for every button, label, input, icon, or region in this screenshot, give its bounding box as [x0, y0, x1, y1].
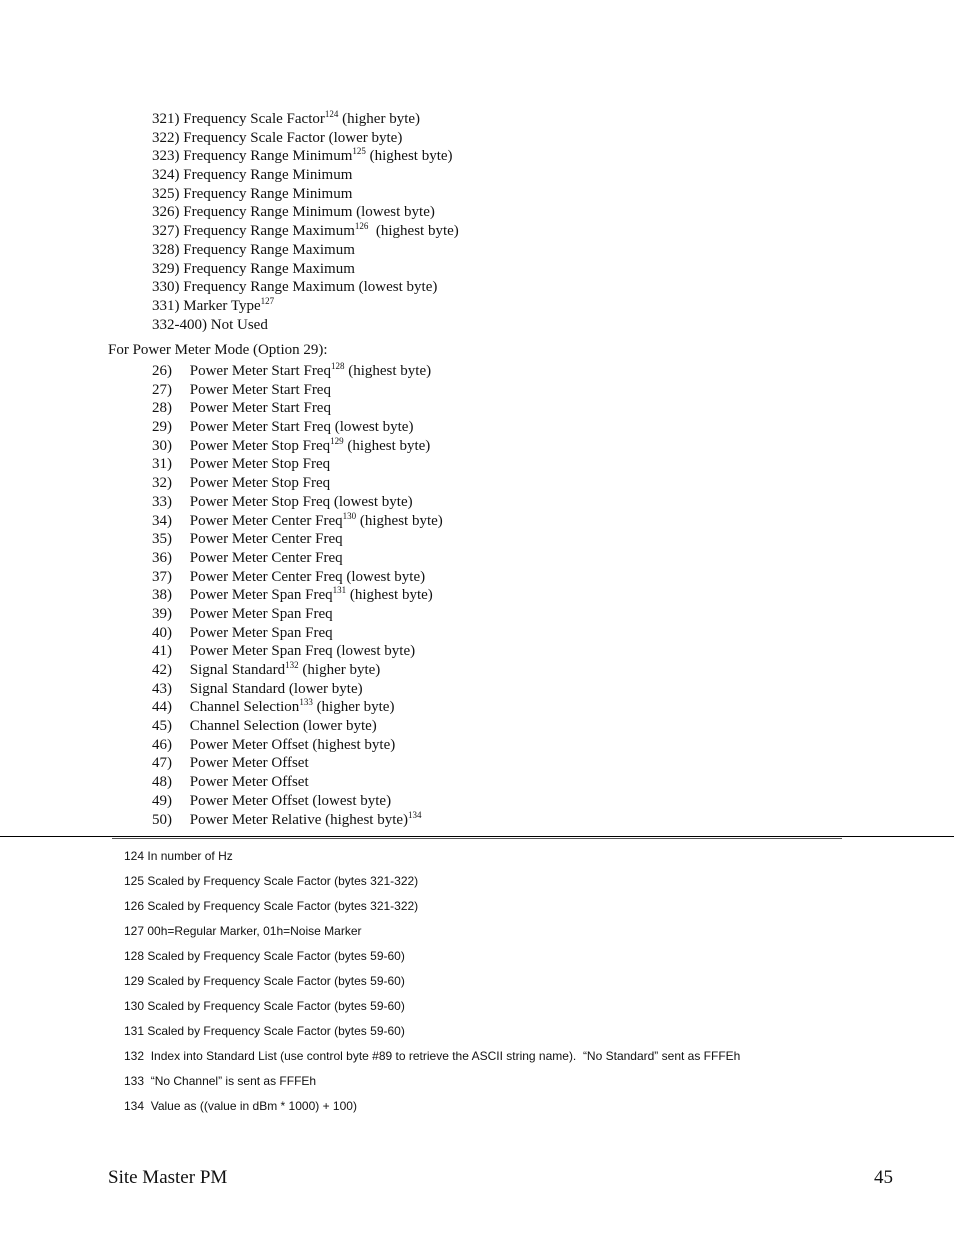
item-label: Power Meter Offset (highest byte): [189, 736, 396, 753]
footnote-number: 132: [124, 1049, 145, 1063]
item-number: 28): [152, 400, 172, 417]
item-label: Channel Selection (lower byte): [189, 718, 377, 735]
item-text: [190, 419, 414, 435]
item-label: Power Meter Start Freq: [189, 400, 331, 417]
item-text: [190, 363, 431, 379]
item-text: [183, 242, 355, 258]
item-text: [183, 186, 352, 202]
section-heading: For Power Meter Mode (Option 29):: [108, 342, 328, 358]
item-suffix: (highest byte): [343, 437, 431, 454]
footnote-number: 124: [124, 849, 145, 863]
list-item: [152, 512, 443, 531]
item-number: 30): [152, 437, 172, 454]
footnote-text: Scaled by Frequency Scale Factor (bytes 59-60): [147, 949, 405, 963]
list-item: [152, 680, 443, 699]
item-number: 330): [152, 279, 180, 296]
item-number: 329): [152, 260, 180, 277]
item-label: Frequency Range Maximum: [183, 223, 355, 240]
list-item: [152, 241, 459, 260]
footnote: [124, 947, 740, 972]
list-item: [152, 222, 459, 241]
item-text: [190, 643, 415, 659]
list-item: [152, 381, 443, 400]
list-item: [152, 297, 459, 316]
byte-list-continued: [152, 110, 459, 334]
item-text: [211, 317, 268, 333]
item-label: Power Meter Stop Freq: [189, 437, 331, 454]
item-label: Power Meter Start Freq: [189, 381, 331, 398]
footnote-text: Scaled by Frequency Scale Factor (bytes 59-60): [147, 1024, 405, 1038]
item-text: [183, 167, 352, 183]
item-label: Power Meter Center Freq: [189, 512, 343, 529]
footnote-number: 134: [124, 1099, 145, 1113]
list-item: [152, 698, 443, 717]
item-text: [183, 148, 452, 164]
item-label: Channel Selection: [189, 699, 300, 716]
item-text: [190, 755, 309, 771]
item-label: Marker Type: [183, 297, 261, 314]
item-label: Power Meter Start Freq (lowest byte): [189, 419, 414, 436]
item-number: 328): [152, 241, 180, 258]
footnote-number: 131: [124, 1024, 145, 1038]
footnote-text: Scaled by Frequency Scale Factor (bytes 59-60): [147, 999, 405, 1013]
footnote-ref: 129: [330, 435, 344, 446]
item-text: [190, 531, 343, 547]
item-number: 33): [152, 493, 172, 510]
list-item: [152, 110, 459, 129]
item-label: Frequency Range Maximum: [183, 241, 355, 258]
footnote-ref: 130: [342, 510, 357, 521]
list-item: [152, 129, 459, 148]
item-number: 43): [152, 680, 172, 697]
footnote-text: Scaled by Frequency Scale Factor (bytes 321-322): [147, 899, 419, 913]
list-item: [152, 474, 443, 493]
item-text: [190, 625, 333, 641]
item-text: [183, 295, 275, 314]
item-number: 39): [152, 605, 172, 622]
list-item: [152, 260, 459, 279]
list-item: [152, 642, 443, 661]
item-text: [190, 718, 377, 734]
item-label: Frequency Range Maximum: [183, 260, 355, 277]
list-item: [152, 530, 443, 549]
item-suffix: (highest byte): [356, 512, 443, 529]
item-text: [190, 400, 331, 416]
footnote: [124, 897, 740, 922]
item-text: [190, 681, 363, 697]
footnote: [124, 1047, 740, 1072]
item-number: 40): [152, 624, 172, 641]
list-item: [152, 147, 459, 166]
item-label: Frequency Range Minimum: [183, 167, 353, 184]
item-text: [190, 606, 333, 622]
footnote-separator-inner: [112, 838, 842, 839]
power-meter-byte-list: [152, 362, 443, 829]
list-item: [152, 773, 443, 792]
item-number: 44): [152, 699, 172, 716]
item-label: Power Meter Offset: [189, 774, 309, 791]
list-item: [152, 549, 443, 568]
footer-title: Site Master PM: [108, 1167, 228, 1188]
item-text: [190, 382, 331, 398]
item-number: 47): [152, 755, 172, 772]
item-number: 26): [152, 363, 172, 379]
item-text: [189, 809, 422, 828]
item-number: 323): [152, 148, 180, 165]
footnote: [124, 1022, 740, 1047]
item-number: 32): [152, 475, 172, 492]
item-text: [183, 130, 402, 146]
footnote-ref: 132: [285, 660, 299, 670]
footnote-ref: 127: [260, 295, 275, 306]
item-label: Power Meter Offset: [189, 755, 309, 772]
list-item: [152, 316, 459, 335]
item-label: Power Meter Center Freq: [189, 531, 343, 548]
list-item: [152, 754, 443, 773]
footnote: [124, 1097, 740, 1122]
footnote-number: 126: [124, 899, 145, 913]
item-text: [190, 737, 396, 753]
list-item: [152, 605, 443, 624]
footnote-ref: 134: [408, 809, 422, 820]
item-label: Power Meter Stop Freq (lowest byte): [189, 493, 413, 510]
item-number: 45): [152, 718, 172, 735]
item-label: Power Meter Offset (lowest byte): [189, 792, 392, 809]
footnote-text: “No Channel” is sent as FFFEh: [147, 1074, 317, 1088]
item-label: Power Meter Relative (highest byte): [189, 811, 409, 828]
item-label: Not Used: [210, 316, 268, 333]
list-item: [152, 568, 443, 587]
item-label: Frequency Range Minimum: [183, 185, 353, 202]
item-text: [190, 569, 425, 585]
footnote: [124, 997, 740, 1022]
item-number: 27): [152, 381, 172, 398]
item-number: 42): [152, 662, 172, 678]
item-number: 331): [152, 297, 180, 314]
item-number: 31): [152, 456, 172, 473]
item-label: Frequency Range Maximum (lowest byte): [183, 279, 438, 296]
footnote-number: 130: [124, 999, 145, 1013]
item-label: Power Meter Span Freq: [189, 624, 333, 641]
item-label: Power Meter Start Freq: [189, 363, 331, 379]
item-number: 35): [152, 531, 172, 548]
list-item: [152, 717, 443, 736]
list-item: [152, 661, 443, 680]
item-number: 38): [152, 587, 172, 604]
item-text: [190, 494, 413, 510]
list-item: [152, 493, 443, 512]
list-item: [152, 166, 459, 185]
list-item: [152, 792, 443, 811]
item-number: 332-400): [152, 316, 207, 333]
list-item: [152, 811, 443, 830]
footnote: [124, 922, 740, 947]
item-text: [183, 261, 355, 277]
item-text: [189, 510, 443, 529]
item-text: [190, 587, 433, 603]
list-item: [152, 278, 459, 297]
item-number: 29): [152, 419, 172, 436]
page-number: 45: [874, 1167, 893, 1188]
item-label: Signal Standard (lower byte): [189, 680, 363, 697]
item-suffix: (highest byte): [365, 148, 453, 165]
item-text: [190, 699, 395, 715]
footnotes: [124, 847, 740, 1122]
footnote: [124, 847, 740, 872]
item-text: [183, 111, 420, 127]
footnote-number: 127: [124, 924, 145, 938]
item-number: 327): [152, 223, 180, 240]
item-suffix: (highest byte): [344, 363, 432, 379]
item-number: 46): [152, 736, 172, 753]
item-label: Power Meter Stop Freq: [189, 456, 331, 473]
footnote-ref: 128: [330, 361, 345, 371]
list-item: [152, 624, 443, 643]
footnote-text: Index into Standard List (use control byte #89 to retrieve the ASCII string name). “No Standard” sent as FFFEh: [147, 1049, 741, 1063]
list-item: [152, 399, 443, 418]
list-item: [152, 455, 443, 474]
item-text: [189, 435, 431, 454]
footnote-separator: [0, 836, 954, 837]
item-label: Power Meter Center Freq: [189, 549, 343, 566]
footnote-number: 128: [124, 949, 145, 963]
item-text: [190, 475, 330, 491]
item-number: 325): [152, 185, 180, 202]
footnote-text: Scaled by Frequency Scale Factor (bytes 321-322): [147, 874, 419, 888]
item-label: Frequency Scale Factor (lower byte): [183, 129, 403, 146]
item-number: 321): [152, 111, 180, 127]
item-text: [183, 204, 435, 220]
item-text: [190, 662, 381, 678]
item-label: Power Meter Span Freq: [189, 587, 333, 604]
footnote: [124, 972, 740, 997]
item-number: 34): [152, 512, 172, 529]
list-item: [152, 586, 443, 605]
footnote-text: Value as ((value in dBm * 1000) + 100): [147, 1099, 357, 1113]
item-label: Frequency Range Minimum: [183, 148, 353, 165]
item-number: 324): [152, 167, 180, 184]
footnote-ref: 124: [324, 109, 339, 119]
item-label: Frequency Range Minimum (lowest byte): [183, 204, 435, 221]
item-label: Frequency Scale Factor: [183, 111, 325, 127]
item-label: Power Meter Span Freq: [189, 605, 333, 622]
item-suffix: (higher byte): [298, 662, 381, 678]
list-item: [152, 418, 443, 437]
item-suffix: (higher byte): [338, 111, 421, 127]
footnote-ref: 126: [354, 221, 369, 232]
list-item: [152, 362, 443, 381]
footnote-ref: 131: [332, 585, 347, 596]
item-suffix: (highest byte): [346, 587, 433, 604]
list-item: [152, 185, 459, 204]
item-label: Power Meter Center Freq (lowest byte): [189, 568, 426, 585]
footnote-text: In number of Hz: [147, 849, 233, 863]
list-item: [152, 437, 443, 456]
item-suffix: (higher byte): [312, 699, 395, 716]
list-item: [152, 203, 459, 222]
item-text: [183, 223, 459, 239]
item-number: 326): [152, 204, 180, 221]
footnote-text: 00h=Regular Marker, 01h=Noise Marker: [147, 924, 362, 938]
item-number: 50): [152, 811, 172, 828]
item-text: [190, 550, 343, 566]
footnote-number: 125: [124, 874, 145, 888]
list-item: [152, 736, 443, 755]
footnote-number: 133: [124, 1074, 145, 1088]
item-text: [190, 774, 309, 790]
item-number: 36): [152, 549, 172, 566]
item-number: 48): [152, 774, 172, 791]
item-number: 37): [152, 568, 172, 585]
item-number: 49): [152, 792, 172, 809]
item-suffix: (highest byte): [368, 223, 459, 240]
item-label: Power Meter Stop Freq: [189, 475, 331, 492]
footnote-ref: 133: [299, 697, 313, 708]
item-label: Power Meter Span Freq (lowest byte): [189, 643, 416, 660]
item-label: Signal Standard: [189, 662, 286, 678]
item-number: 41): [152, 643, 172, 660]
footnote-ref: 125: [352, 146, 366, 157]
footnote: [124, 1072, 740, 1097]
item-number: 322): [152, 129, 180, 146]
item-text: [190, 793, 391, 809]
footnote-number: 129: [124, 974, 145, 988]
footnote-text: Scaled by Frequency Scale Factor (bytes 59-60): [147, 974, 405, 988]
item-text: [183, 279, 437, 295]
footnote: [124, 872, 740, 897]
item-text: [190, 456, 330, 472]
